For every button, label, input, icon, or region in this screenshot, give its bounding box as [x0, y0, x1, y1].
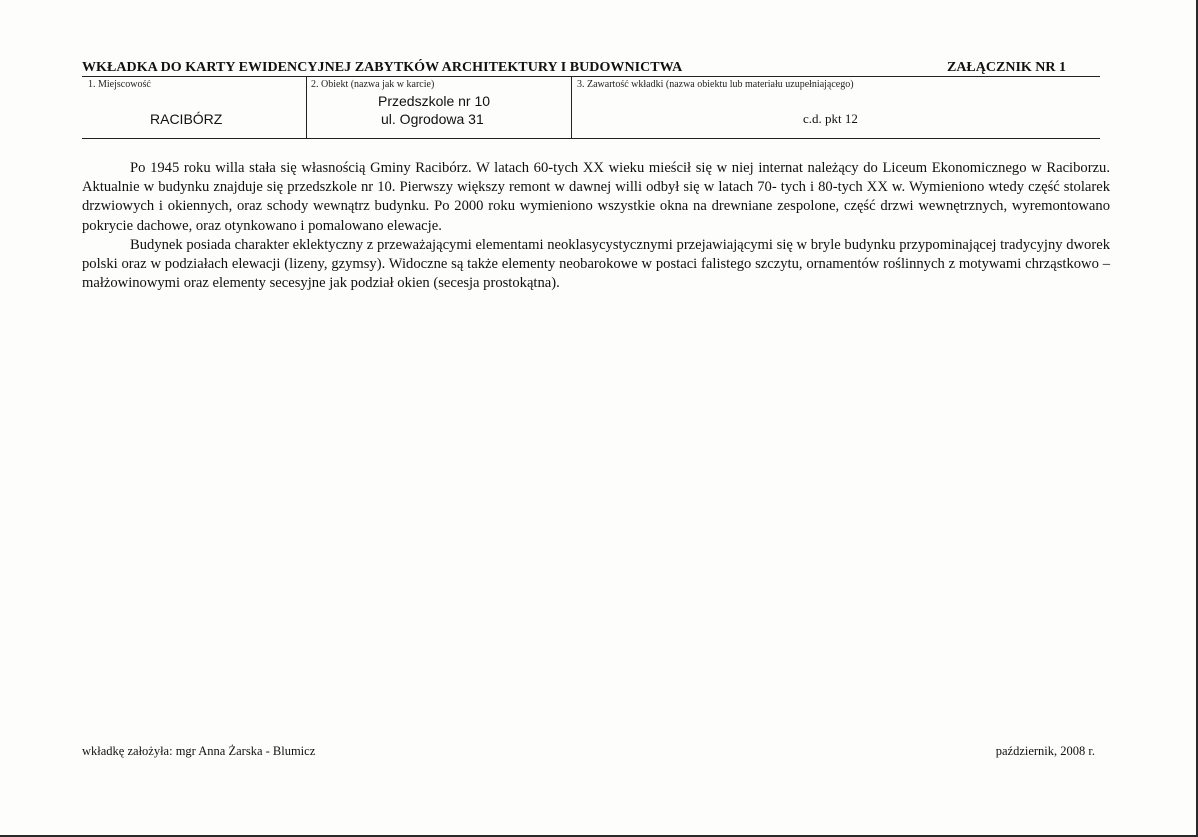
column-divider-1: [306, 77, 307, 138]
header-rule: [82, 76, 1100, 77]
locality-value: RACIBÓRZ: [150, 111, 223, 127]
annex-number: ZAŁĄCZNIK NR 1: [946, 60, 1066, 75]
object-address: ul. Ogrodowa 31: [381, 111, 484, 127]
paragraph-history: Po 1945 roku willa stała się własnością Gminy Racibórz. W latach 60-tych XX wieku mieścił się w niej internat należący do Liceum Ekonomicznego w Raciborzu. Aktualnie w budynku znajduje się przedszkole nr 10. Pierwszy większy remont w dawnej willi odbył się w latach 70- tych i 80-tych XX w. Wymieniono wtedy część stolarek drzwiowych i okiennych, oraz schody wewnątrz budynku. Po 2000 roku wymieniono wszystkie okna na drewniane zespolone, część drzwi wewnętrznych, wyremontowano pokrycie dachowe, oraz otynkowano i pomalowano elewacje.: [82, 160, 1110, 234]
document-date: październik, 2008 r.: [995, 744, 1095, 758]
paragraph-architecture: Budynek posiada charakter eklektyczny z przeważającymi elementami neoklasycystycznymi przejawiającymi się w bryle budynku przypominającej tradycyjny dworek polski oraz w podziałach elewacji (lizeny, gzymsy). Widoczne są także elementy neobarokowe w postaci falistego szczytu, ornamentów roślinnych z motywami chrząstkowo – małżowinowymi oraz elementy secesyjne jak podział okien (secesja prostokątna).: [82, 236, 1110, 292]
content-value: c.d. pkt 12: [803, 111, 858, 126]
author-note: wkładkę założyła: mgr Anna Żarska - Blumicz: [82, 744, 316, 758]
object-name: Przedszkole nr 10: [378, 93, 491, 109]
content-label: 3. Zawartość wkładki (nazwa obiektu lub materiału uzupełniającego): [577, 79, 854, 90]
document-header: [82, 60, 1100, 77]
body-text: [82, 159, 1110, 293]
object-label: 2. Obiekt (nazwa jak w karcie): [311, 79, 435, 90]
locality-label: 1. Miejscowość: [88, 79, 151, 90]
document-title: WKŁADKA DO KARTY EWIDENCYJNEJ ZABYTKÓW ARCHITEKTURY I BUDOWNICTWA: [82, 60, 683, 75]
column-divider-2: [571, 77, 572, 138]
table-bottom-rule: [82, 138, 1100, 139]
